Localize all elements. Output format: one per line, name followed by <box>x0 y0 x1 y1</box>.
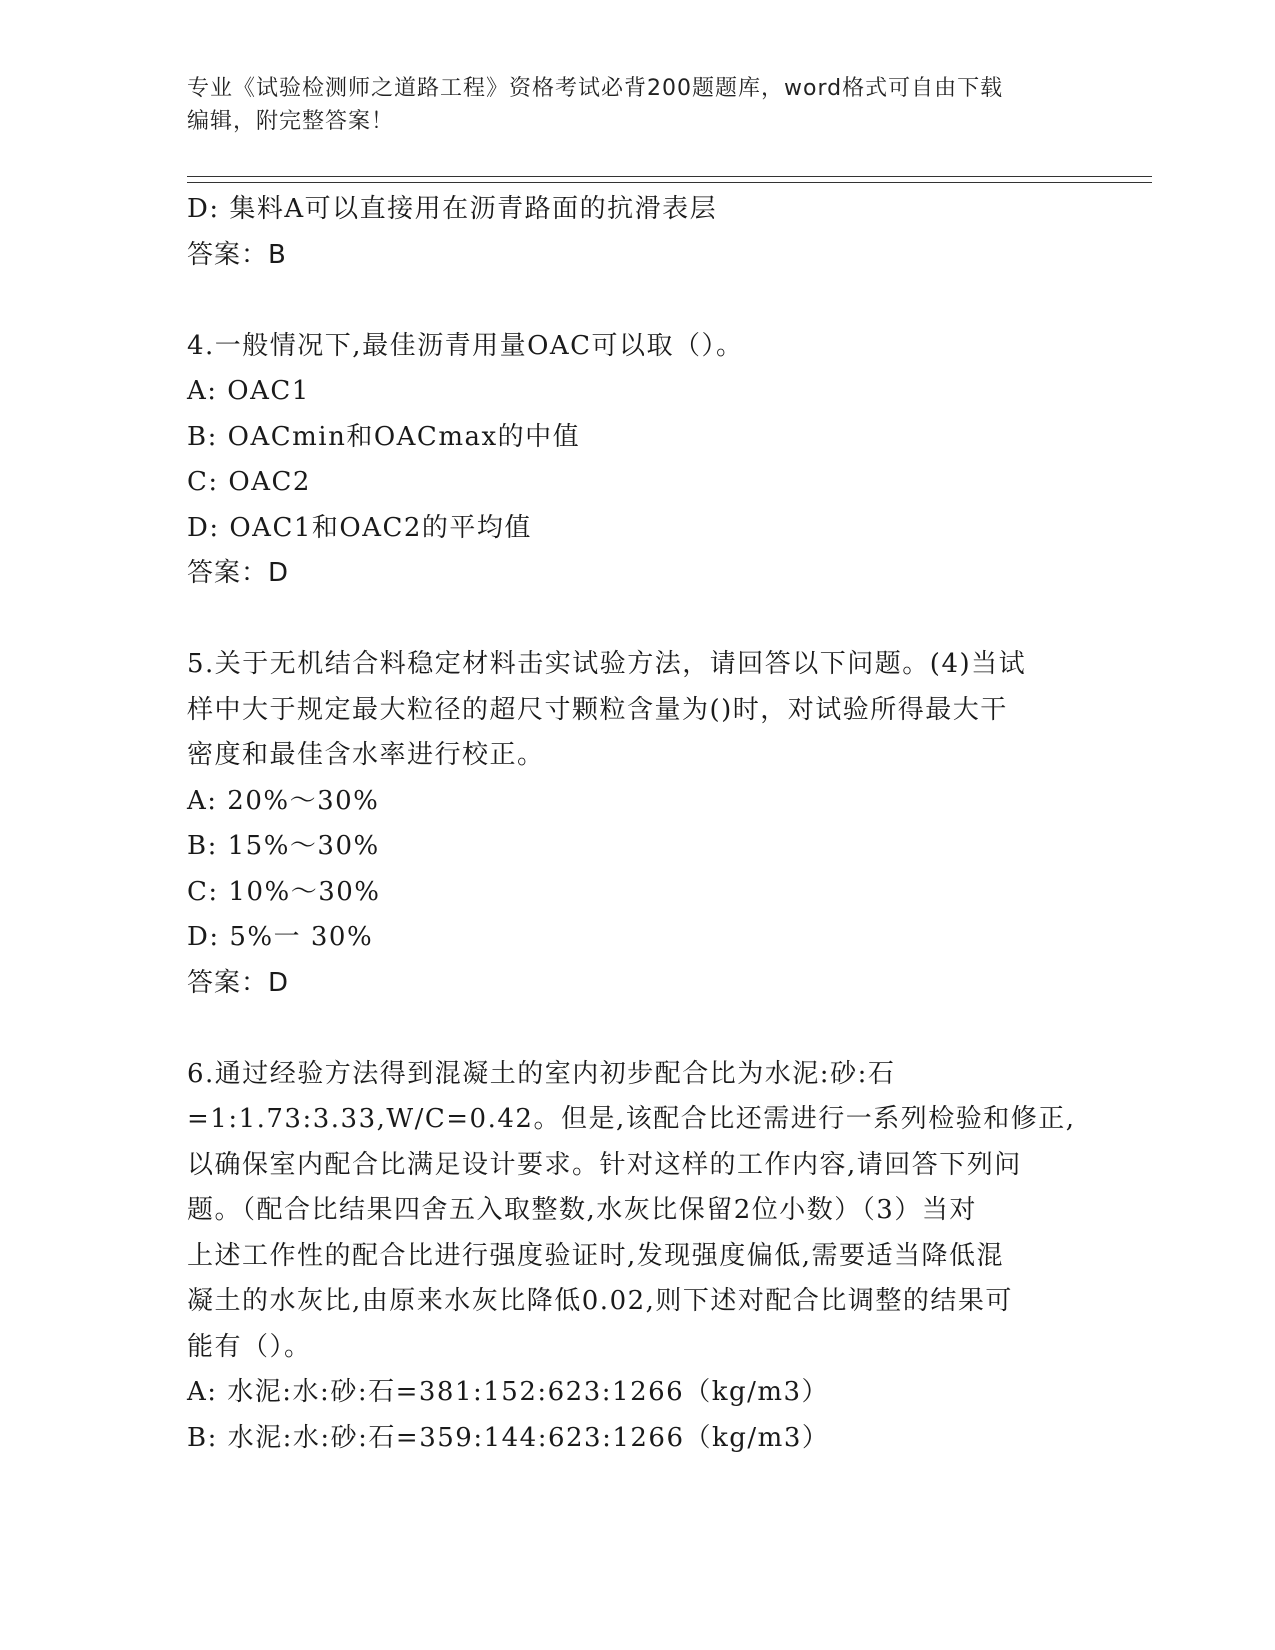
q4-answer: 答案：D <box>187 558 290 588</box>
question-4 <box>187 324 1087 597</box>
document-body <box>187 187 1087 1461</box>
q6-stem-line-1: 6.通过经验方法得到混凝土的室内初步配合比为水泥:砂:石 <box>187 1058 896 1089</box>
header-title-line-1: 专业《试验检测师之道路工程》资格考试必背200题题库，word格式可自由下载 <box>187 76 1004 101</box>
q6-stem-line-5: 上述工作性的配合比进行强度验证时,发现强度偏低,需要适当降低混 <box>187 1240 1005 1271</box>
q6-stem-line-6: 凝土的水灰比,由原来水灰比降低0.02,则下述对配合比调整的结果可 <box>187 1286 1013 1316</box>
spacer <box>187 1006 1087 1052</box>
q5-stem-line-2: 样中大于规定最大粒径的超尺寸颗粒含量为()时，对试验所得最大干 <box>187 694 1008 725</box>
header-divider-top <box>187 176 1152 177</box>
q5-stem-line-3: 密度和最佳含水率进行校正。 <box>187 740 545 770</box>
q3-option-d: D: 集料A可以直接用在沥青路面的抗滑表层 <box>187 194 718 224</box>
header-title-line-2: 编辑，附完整答案！ <box>187 109 395 134</box>
q5-option-b: B: 15%～30% <box>187 831 380 861</box>
q6-stem-line-7: 能有（）。 <box>187 1331 312 1362</box>
q4-option-b: B: OACmin和OACmax的中值 <box>187 421 581 452</box>
q6-stem-line-4: 题。（配合比结果四舍五入取整数,水灰比保留2位小数）（3）当对 <box>187 1195 977 1225</box>
q3-answer: 答案：B <box>187 239 287 270</box>
q6-option-a: A: 水泥:水:砂:石=381:152:623:1266（kg/m3） <box>187 1377 830 1407</box>
spacer <box>187 278 1087 324</box>
q6-stem-line-3: 以确保室内配合比满足设计要求。针对这样的工作内容,请回答下列问 <box>187 1149 1022 1180</box>
q4-stem: 4.一般情况下,最佳沥青用量OAC可以取（）。 <box>187 330 744 361</box>
q4-option-d: D: OAC1和OAC2的平均值 <box>187 512 532 543</box>
q5-option-a: A: 20%～30% <box>187 785 380 816</box>
q5-answer: 答案：D <box>187 967 290 998</box>
question-5 <box>187 642 1087 1006</box>
q4-option-a: A: OAC1 <box>187 376 310 406</box>
document-header <box>187 72 1067 138</box>
q4-option-c: C: OAC2 <box>187 467 311 497</box>
q5-option-d: D: 5%一 30% <box>187 922 374 952</box>
q6-stem-line-2: =1:1.73:3.33,W/C=0.42。但是,该配合比还需进行一系列检验和修正, <box>187 1104 1076 1134</box>
q5-stem-line-1: 5.关于无机结合料稳定材料击实试验方法，请回答以下问题。(4)当试 <box>187 649 1027 679</box>
spacer <box>187 597 1087 643</box>
q5-option-c: C: 10%～30% <box>187 876 381 907</box>
q6-option-b: B: 水泥:水:砂:石=359:144:623:1266（kg/m3） <box>187 1422 830 1453</box>
question-6 <box>187 1052 1087 1462</box>
header-divider-bottom <box>187 182 1152 183</box>
